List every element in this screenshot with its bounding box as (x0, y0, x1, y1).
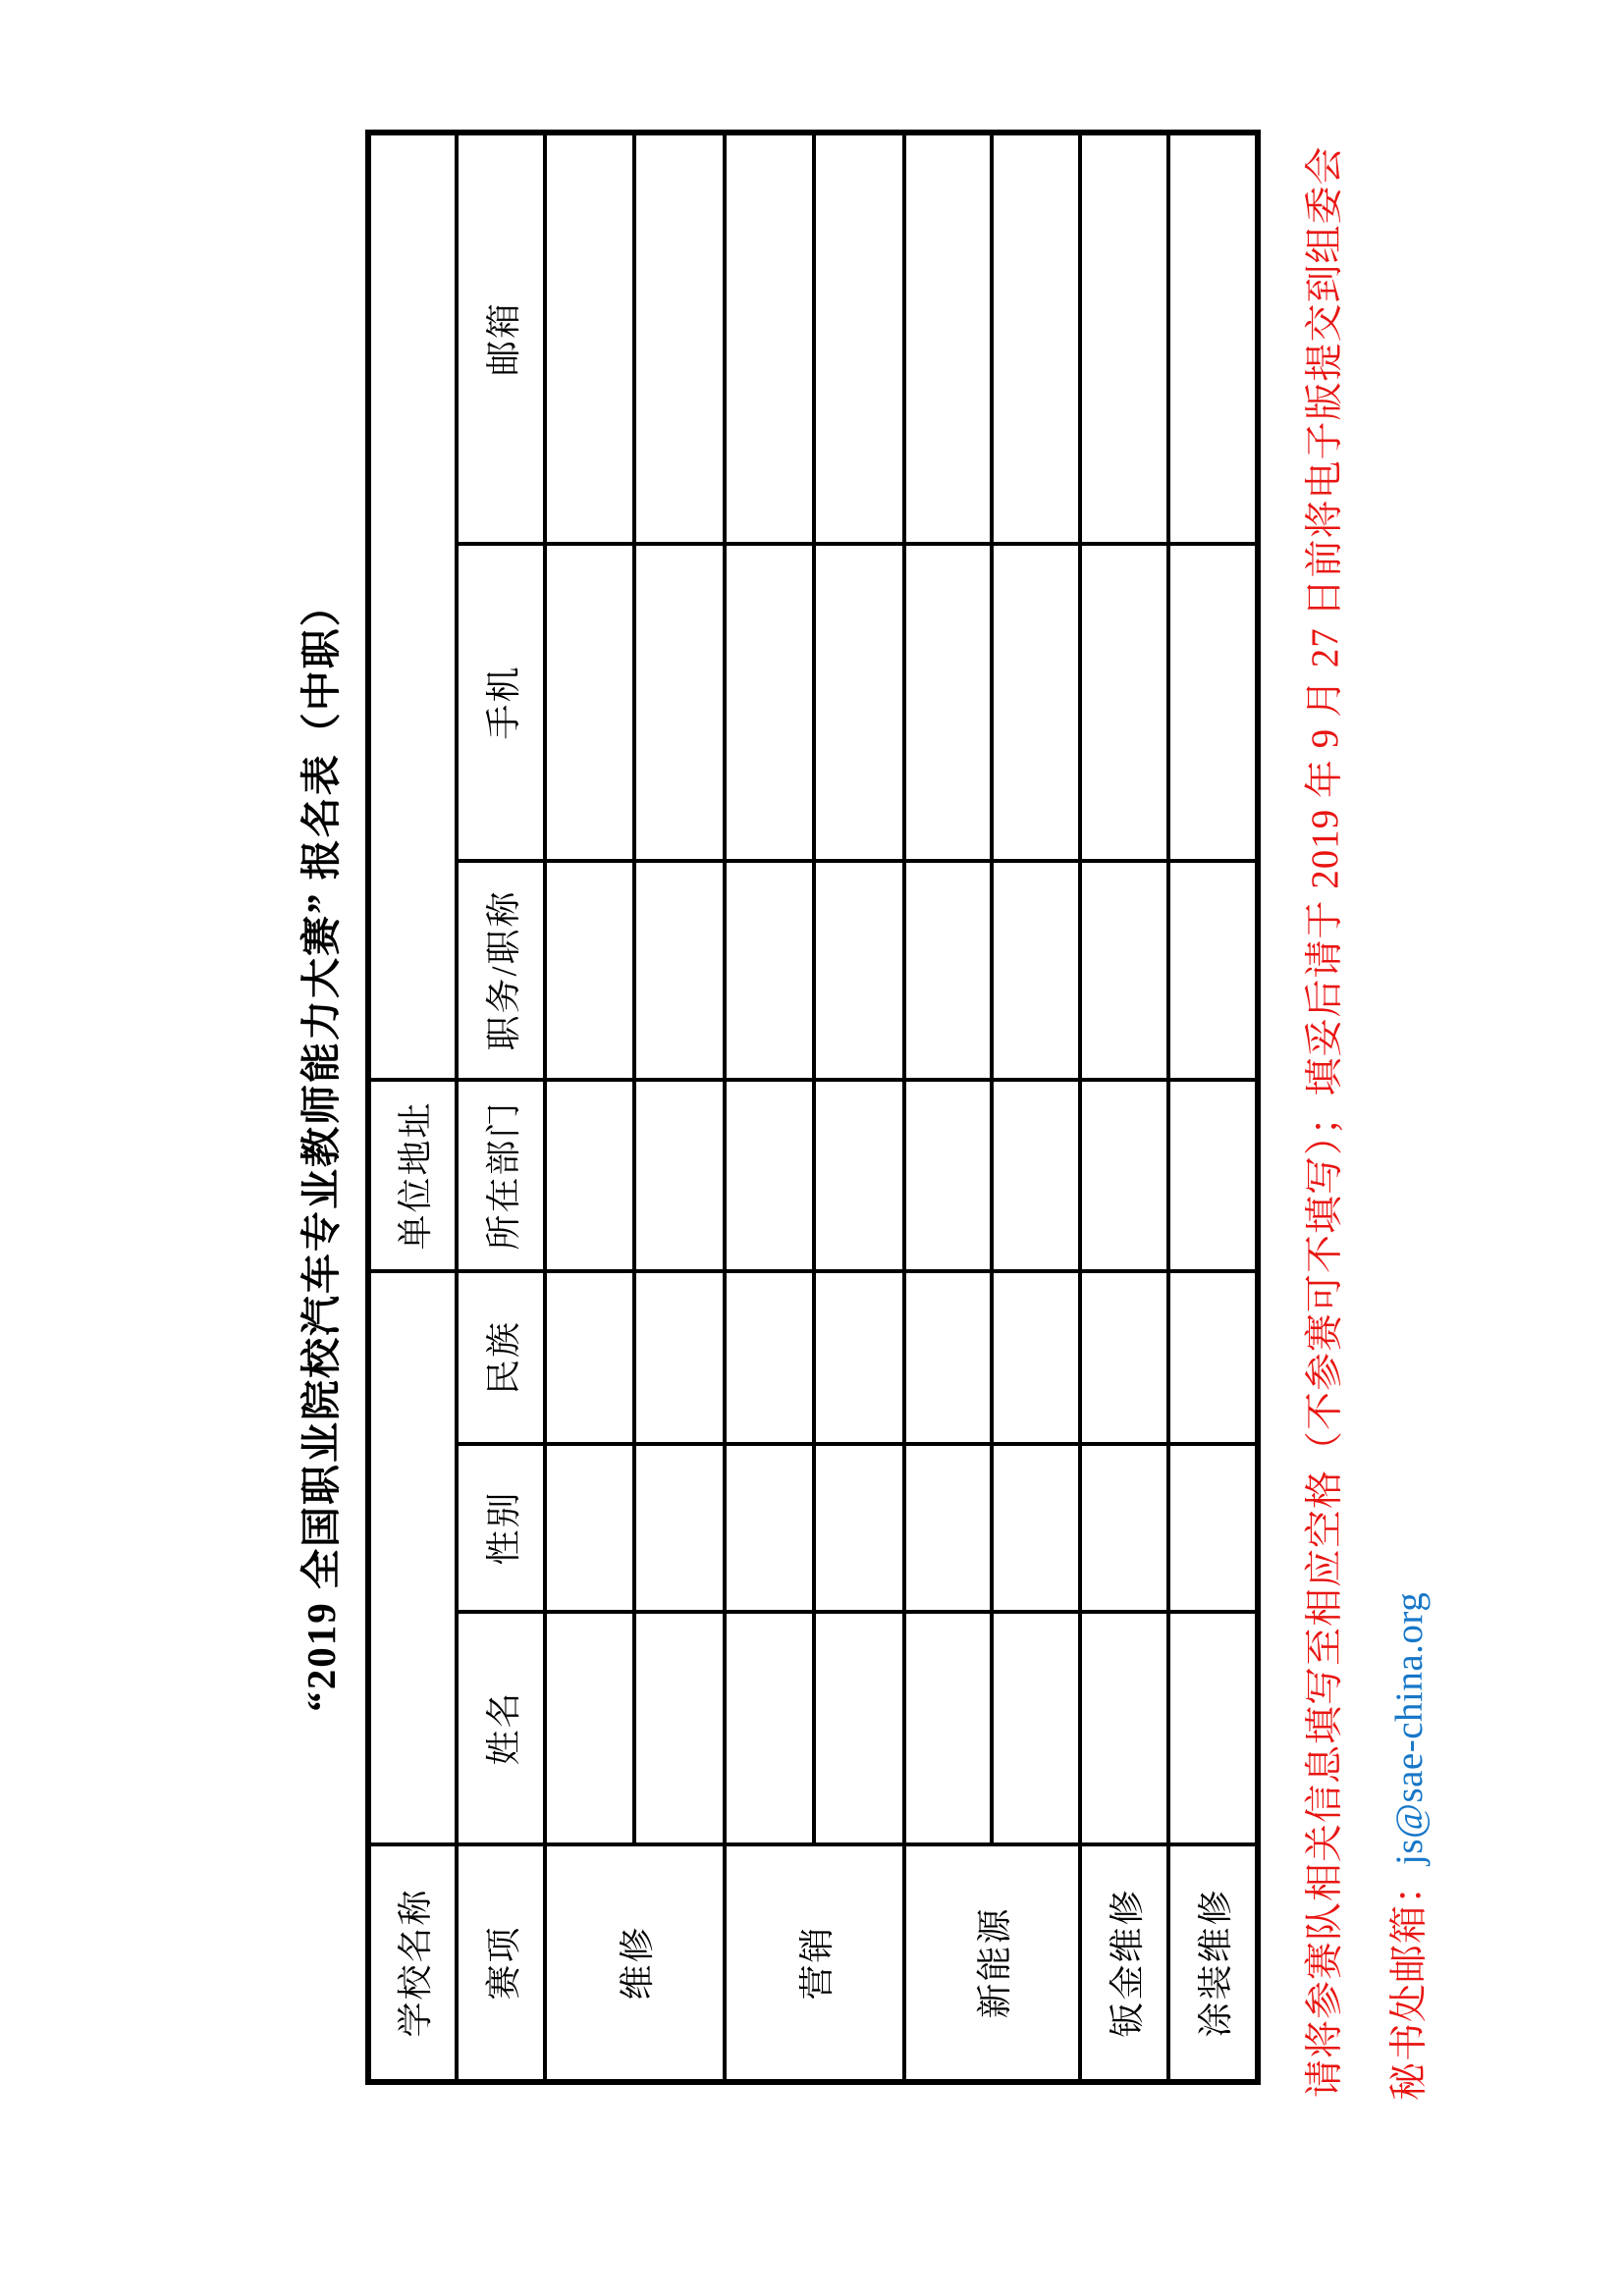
unit-address-label-cell: 单位地址 (368, 1080, 457, 1271)
instruction-note: 请将参赛队相关信息填写至相应空格（不参赛可不填写）；填妥后请于 2019 年 9 月 27 日前将电子版提交到组委会 (1304, 145, 1346, 2098)
department-header-cell: 所在部门 (457, 1080, 545, 1271)
cell-blank (725, 1444, 814, 1612)
table-row (814, 133, 904, 2082)
form-title: “2019 全国职业院校汽车专业教师能力大赛” 报名表（中职） (298, 584, 344, 1712)
cell-blank (904, 1612, 992, 1844)
cell-blank (904, 1444, 992, 1612)
cell-blank (1168, 861, 1258, 1080)
table-row (904, 133, 992, 2082)
cell-blank (992, 1080, 1080, 1271)
secretariat-email-link[interactable]: js@sae-china.org (1388, 1591, 1431, 1865)
cell-blank (545, 1444, 634, 1612)
cell-blank (545, 133, 634, 544)
cell-blank (545, 1080, 634, 1271)
cell-blank (725, 1612, 814, 1844)
cell-blank (904, 133, 992, 544)
table-header-row (457, 133, 545, 2082)
cell-blank (725, 544, 814, 861)
cell-blank (634, 1612, 725, 1844)
event-cell-painting-repair: 涂装维修 (1168, 1844, 1258, 2082)
cell-blank (634, 544, 725, 861)
cell-blank (545, 1612, 634, 1844)
cell-blank (545, 1271, 634, 1444)
cell-blank (904, 544, 992, 861)
cell-blank (1168, 1080, 1258, 1271)
table-row (545, 133, 634, 2082)
cell-blank (1080, 1444, 1168, 1612)
cell-blank (545, 861, 634, 1080)
cell-blank (992, 1612, 1080, 1844)
name-header-cell: 姓名 (457, 1612, 545, 1844)
cell-blank (1080, 1271, 1168, 1444)
school-name-label-cell: 学校名称 (368, 1844, 457, 2082)
table-row (1080, 133, 1168, 2082)
cell-blank (992, 544, 1080, 861)
table-row (634, 133, 725, 2082)
cell-blank (814, 1444, 904, 1612)
cell-blank (634, 133, 725, 544)
cell-blank (1080, 544, 1168, 861)
cell-blank (1168, 1271, 1258, 1444)
cell-blank (1080, 133, 1168, 544)
unit-address-blank-cell (368, 133, 457, 1080)
cell-blank (545, 544, 634, 861)
cell-blank (634, 1271, 725, 1444)
cell-blank (992, 1444, 1080, 1612)
cell-blank (634, 1444, 725, 1612)
table-row (368, 133, 457, 2082)
cell-blank (725, 861, 814, 1080)
cell-blank (992, 133, 1080, 544)
cell-blank (1168, 544, 1258, 861)
table-row (1168, 133, 1258, 2082)
cell-blank (904, 1271, 992, 1444)
event-cell-sheet-metal-repair: 钣金维修 (1080, 1844, 1168, 2082)
event-cell-marketing: 营销 (725, 1844, 904, 2082)
cell-blank (992, 861, 1080, 1080)
gender-header-cell: 性别 (457, 1444, 545, 1612)
cell-blank (1080, 861, 1168, 1080)
mobile-header-cell: 手机 (457, 544, 545, 861)
cell-blank (725, 1271, 814, 1444)
table-row (992, 133, 1080, 2082)
cell-blank (1168, 1612, 1258, 1844)
cell-blank (814, 861, 904, 1080)
cell-blank (814, 1271, 904, 1444)
cell-blank (904, 861, 992, 1080)
cell-blank (725, 1080, 814, 1271)
cell-blank (1080, 1080, 1168, 1271)
email-header-cell: 邮箱 (457, 133, 545, 544)
registration-table (365, 130, 1261, 2085)
cell-blank (814, 1080, 904, 1271)
cell-blank (1080, 1612, 1168, 1844)
cell-blank (1168, 133, 1258, 544)
position-title-header-cell: 职务/职称 (457, 861, 545, 1080)
cell-blank (904, 1080, 992, 1271)
cell-blank (814, 544, 904, 861)
cell-blank (725, 133, 814, 544)
event-label-cell: 赛项 (457, 1844, 545, 2082)
ethnicity-header-cell: 民族 (457, 1271, 545, 1444)
cell-blank (1168, 1444, 1258, 1612)
event-cell-new-energy: 新能源 (904, 1844, 1080, 2082)
secretariat-email-label: 秘书处邮箱： (1388, 1864, 1431, 2101)
event-cell-maintenance: 维修 (545, 1844, 725, 2082)
school-name-blank-cell (368, 1271, 457, 1844)
cell-blank (814, 133, 904, 544)
cell-blank (634, 861, 725, 1080)
cell-blank (992, 1271, 1080, 1444)
table-row (725, 133, 814, 2082)
cell-blank (634, 1080, 725, 1271)
secretariat-email-line (1379, 1592, 1434, 2101)
cell-blank (814, 1612, 904, 1844)
